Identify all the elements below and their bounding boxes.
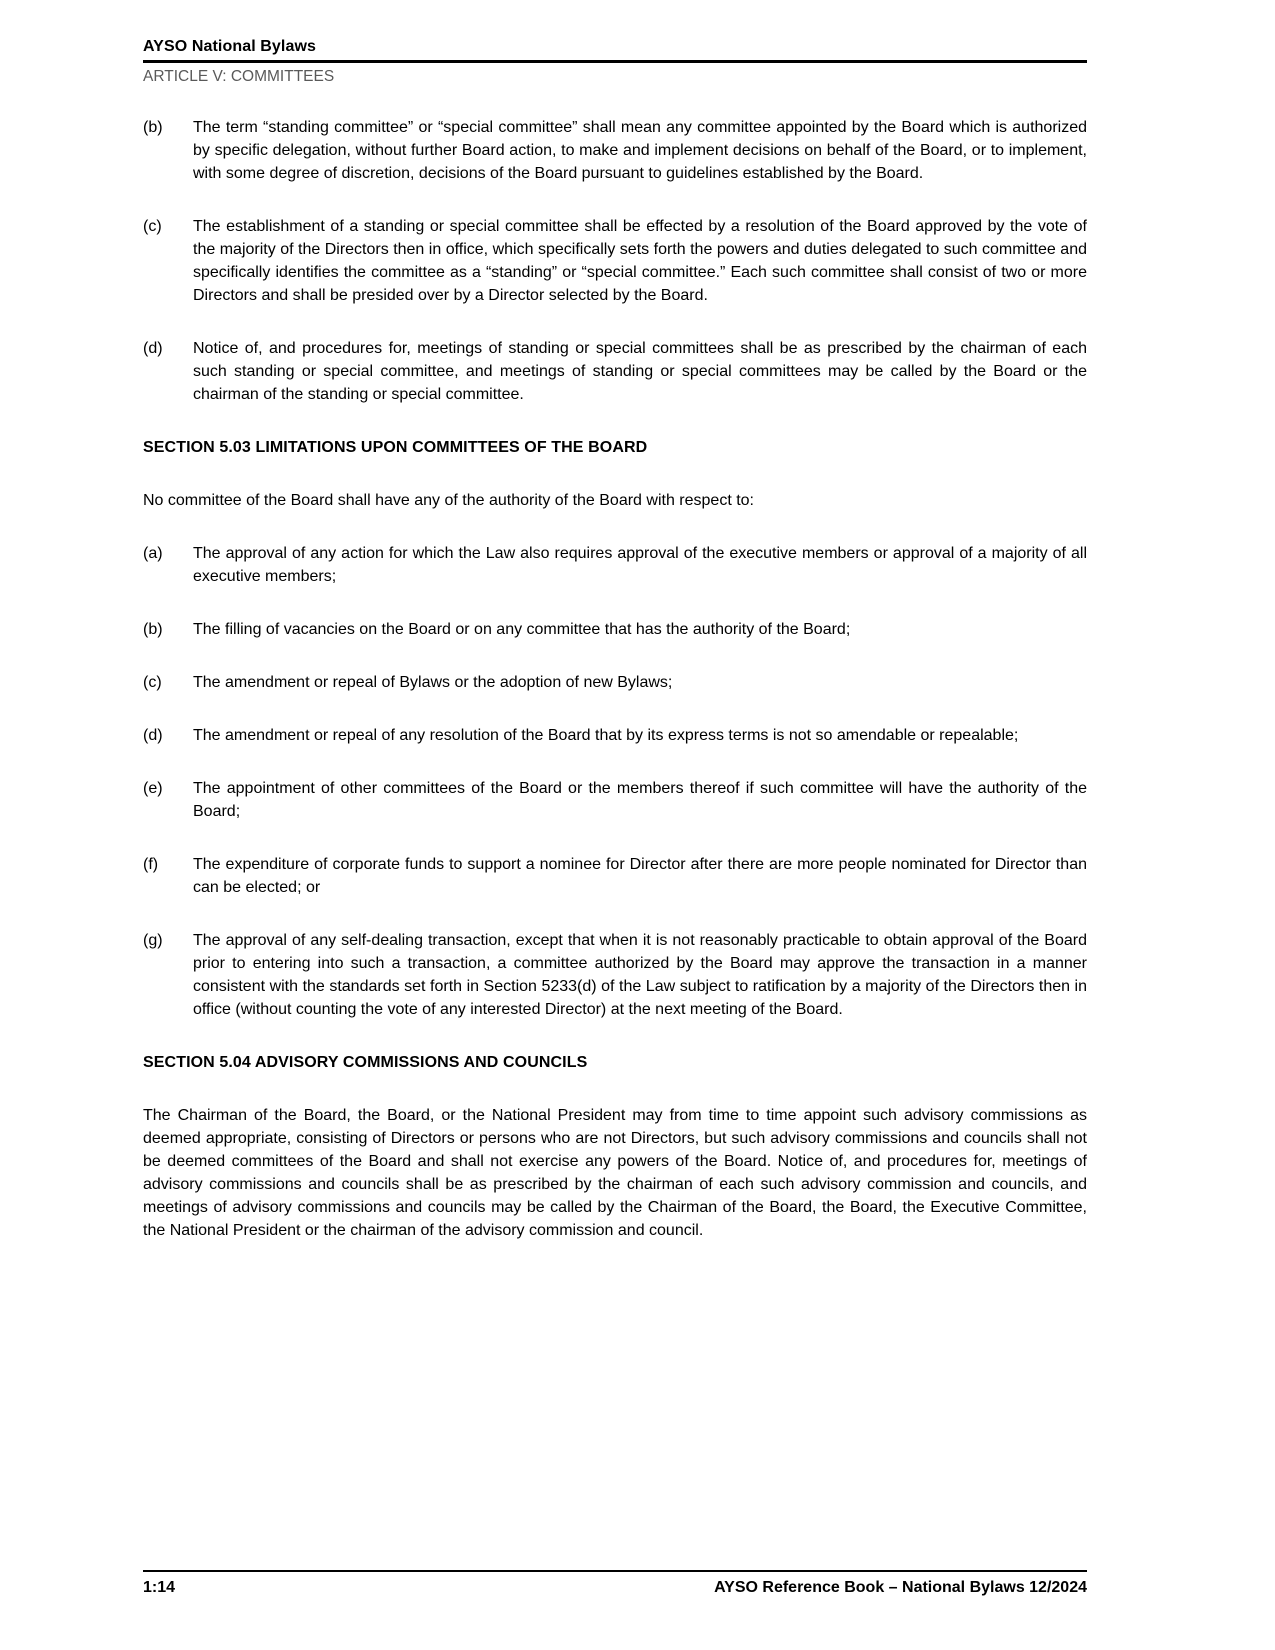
clause-text: The approval of any self-dealing transaction, except that when it is not reasonably practicable to obtain approval of the Board prior to entering into such a transaction, a committee authorized by the Board may approve the transaction in a manner consistent with the standards set forth in Section 5233(d) of the Law subject to ratification by a majority of the Directors then in office (without counting the vote of any interested Director) at the next meeting of the Board. xyxy=(193,932,1087,1018)
clause-text: The establishment of a standing or special committee shall be effected by a resolution of the Board approved by the vote of the majority of the Directors then in office, which specifically sets forth the powers and duties delegated to such committee and specifically identifies the committee as a “standing” or “special committee.” Each such committee shall consist of two or more Directors and shall be presided over by a Director selected by the Board. xyxy=(193,218,1087,304)
footer-page-number: 1:14 xyxy=(143,1579,176,1596)
article-heading: ARTICLE V: COMMITTEES xyxy=(143,68,335,85)
clause-label: (e) xyxy=(143,780,163,797)
header-rule xyxy=(143,60,1087,63)
limitation-item-a xyxy=(143,542,1087,588)
clause-label: (c) xyxy=(143,218,162,235)
limitation-item-e xyxy=(143,777,1087,823)
section-503-heading: SECTION 5.03 LIMITATIONS UPON COMMITTEES OF THE BOARD xyxy=(143,439,648,456)
section-504-heading: SECTION 5.04 ADVISORY COMMISSIONS AND COUNCILS xyxy=(143,1054,588,1071)
clause-item-d xyxy=(143,337,1087,406)
page-footer xyxy=(143,1570,1087,1598)
clause-label: (d) xyxy=(143,340,163,357)
section-504-body: The Chairman of the Board, the Board, or the National President may from time to time appoint such advisory commissions as deemed appropriate, consisting of Directors or persons who are not Directors, but such advisory commissions and councils shall not be deemed committees of the Board and shall not exercise any powers of the Board. Notice of, and procedures for, meetings of advisory commissions and councils shall be as prescribed by the chairman of each such advisory commission and councils, and meetings of advisory commissions and councils may be called by the Chairman of the Board, the Board, the Executive Committee, the National President or the chairman of the advisory commission and council. xyxy=(143,1107,1087,1239)
clause-text: The approval of any action for which the Law also requires approval of the executive members or approval of a majority of all executive members; xyxy=(193,545,1087,585)
section-503-intro: No committee of the Board shall have any of the authority of the Board with respect to: xyxy=(143,492,754,509)
clause-text: The filling of vacancies on the Board or on any committee that has the authority of the Board; xyxy=(193,621,851,638)
clause-text: The amendment or repeal of Bylaws or the adoption of new Bylaws; xyxy=(193,674,673,691)
clause-text: The expenditure of corporate funds to support a nominee for Director after there are more people nominated for Director than can be elected; or xyxy=(193,856,1087,896)
clause-text: The appointment of other committees of the Board or the members thereof if such committee will have the authority of the Board; xyxy=(193,780,1087,820)
document-title: AYSO National Bylaws xyxy=(143,38,317,55)
clause-label: (d) xyxy=(143,727,163,744)
document-body xyxy=(143,116,1087,1242)
limitation-item-d xyxy=(143,724,1087,747)
clause-text: The term “standing committee” or “special committee” shall mean any committee appointed by the Board which is authorized by specific delegation, without further Board action, to make and implement decisions on behalf of the Board, or to implement, with some degree of discretion, decisions of the Board pursuant to guidelines established by the Board. xyxy=(193,119,1087,182)
limitation-item-f xyxy=(143,853,1087,899)
clause-item-b xyxy=(143,116,1087,185)
clause-item-c xyxy=(143,215,1087,307)
limitation-item-c xyxy=(143,671,1087,694)
limitation-item-g xyxy=(143,929,1087,1021)
clause-text: The amendment or repeal of any resolution of the Board that by its express terms is not so amendable or repealable; xyxy=(193,727,1019,744)
clause-label: (a) xyxy=(143,545,163,562)
clause-label: (c) xyxy=(143,674,162,691)
clause-text: Notice of, and procedures for, meetings of standing or special committees shall be as prescribed by the chairman of each such standing or special committee, and meetings of standing or special committees may be called by the Board or the chairman of the standing or special committee. xyxy=(193,340,1087,403)
clause-label: (b) xyxy=(143,621,163,638)
footer-reference: AYSO Reference Book – National Bylaws 12/2024 xyxy=(714,1579,1087,1596)
clause-label: (b) xyxy=(143,119,163,136)
clause-label: (g) xyxy=(143,932,163,949)
page-header xyxy=(143,36,1087,87)
limitation-item-b xyxy=(143,618,1087,641)
page-content xyxy=(143,36,1087,1272)
clause-label: (f) xyxy=(143,856,159,873)
